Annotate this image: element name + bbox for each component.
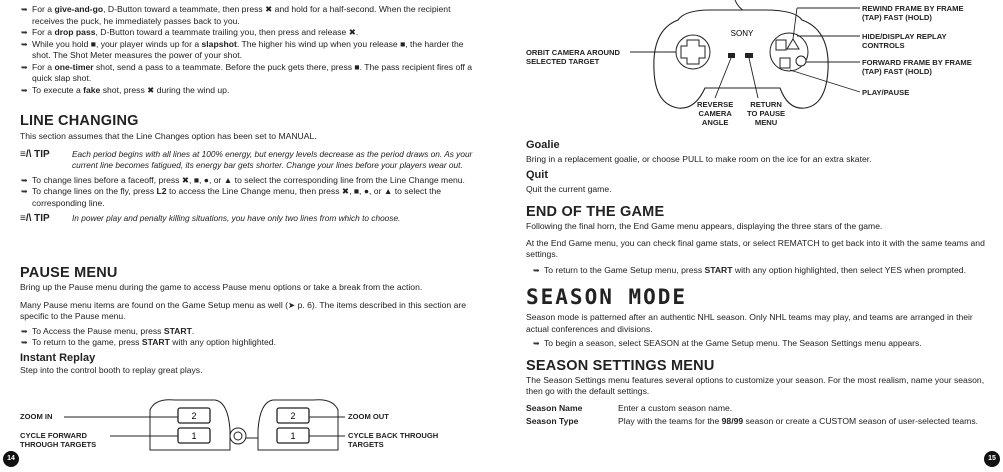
paragraph: Many Pause menu items are found on the Game Setup menu as well (➤ p. 6). The items described in this section are specific to the Pause menu. [20, 299, 467, 321]
rewind-label: REWIND FRAME BY FRAME (TAP) FAST (HOLD) [862, 4, 964, 22]
zoom-in-label: ZOOM IN [20, 412, 53, 421]
settings-row [526, 416, 996, 428]
season-mode-heading: SEASON MODE [526, 285, 688, 309]
reverse-camera-label: REVERSE CAMERA ANGLE [697, 100, 734, 127]
tip-box [20, 149, 480, 171]
section-heading: LINE CHANGING [20, 113, 139, 129]
r1-button-label: 1 [290, 431, 296, 441]
subsection-heading: Instant Replay [20, 351, 96, 364]
cycle-back-label: CYCLE BACK THROUGH TARGETS [348, 431, 439, 449]
section-heading: END OF THE GAME [526, 204, 665, 220]
shoulder-buttons-illustration [0, 390, 490, 460]
settings-row [526, 403, 996, 415]
list-item: ➥ While you hold ■, your player winds up for a slapshot. The higher his wind up when you release ■, the harder the shot. The Shot Meter measures the power of your shot. [14, 39, 484, 62]
list-item: ➥ To return to the game, press START with any option highlighted. [14, 337, 480, 349]
list-item: ➥ For a give-and-go, D-Button toward a teammate, then press ✖ and hold for a half-second. When the recipient receives the puck, he immediately passes back to you. [14, 4, 484, 27]
setting-name: Season Name [526, 402, 583, 413]
orbit-camera-label: ORBIT CAMERA AROUND SELECTED TARGET [526, 48, 620, 66]
l2-button-label: 2 [191, 411, 197, 421]
intro-bullets [14, 4, 484, 96]
tip-label: ≡/\ TIP [20, 148, 50, 160]
page-number: 14 [3, 451, 19, 467]
play-pause-label: PLAY/PAUSE [862, 88, 910, 97]
paragraph: Season mode is patterned after an authentic NHL season. Only NHL teams may play, and teams are arranged in their actual conferences and divisions. [526, 312, 973, 334]
setting-name: Season Type [526, 416, 579, 426]
pause-menu-section [20, 265, 480, 376]
right-page [510, 0, 1003, 472]
hide-controls-label: HIDE/DISPLAY REPLAY CONTROLS [862, 32, 947, 50]
section-heading: PAUSE MENU [20, 265, 118, 281]
paragraph: Step into the control booth to replay great plays. [20, 364, 203, 375]
paragraph: Quit the current game. [526, 183, 612, 194]
tip-text: Each period begins with all lines at 100% energy, but energy levels decrease as the period draws on. As your current line becomes fatigued, its energy bar gets shorter. Change your lines before your players wear out. [72, 148, 473, 170]
paragraph: Bring in a replacement goalie, or choose PULL to make room on the ice for an extra skater. [526, 154, 872, 164]
square-button [776, 40, 786, 50]
list-item: ➥ For a one-timer shot, send a pass to a teammate. Before the puck gets there, press ■. The pass recipient fires off a quick slap shot. [14, 62, 484, 85]
left-page [0, 0, 490, 472]
tip-label: ≡/\ TIP [20, 213, 50, 224]
subsection-heading: Quit [526, 168, 548, 181]
subsection-heading: Goalie [526, 139, 560, 151]
list-item: ➥ To begin a season, select SEASON at the Game Setup menu. The Season Settings menu appears. [526, 338, 996, 350]
forward-label: FORWARD FRAME BY FRAME (TAP) FAST (HOLD) [862, 58, 972, 76]
setting-desc: Enter a custom season name. [618, 402, 733, 413]
paragraph: At the End Game menu, you can check final game stats, or select REMATCH to get back into it with the same teams and settings. [526, 237, 985, 259]
paragraph: Following the final horn, the End Game menu appears, displaying the three stars of the game. [526, 221, 883, 231]
l1-button-label: 1 [191, 431, 197, 441]
sony-logo: SONY [730, 29, 754, 38]
list-item: ➥ To change lines on the fly, press L2 to access the Line Change menu, then press ✖, ■, ●, or ▲ to select the corresponding line. [14, 186, 480, 209]
tip-box [20, 213, 480, 224]
zoom-out-label: ZOOM OUT [348, 412, 389, 421]
list-item: ➥ To execute a fake shot, press ✖ during the wind up. [14, 85, 484, 97]
paragraph: Bring up the Pause menu during the game to access Pause menu options or take a break from the action. [20, 282, 423, 292]
setting-desc: Play with the teams for the 98/99 season or create a CUSTOM season of user-selected teams. [618, 416, 979, 426]
section-heading: SEASON SETTINGS MENU [526, 357, 715, 374]
r2-button-label: 2 [290, 411, 296, 421]
list-item: ➥ To Access the Pause menu, press START. [14, 326, 480, 338]
paragraph: This section assumes that the Line Changes option has been set to MANUAL. [20, 131, 317, 141]
list-item: ➥ For a drop pass, D-Button toward a teammate trailing you, then press and release ✖. [14, 27, 484, 39]
paragraph: The Season Settings menu features several options to customize your season. For the most realism, name your season, then go with the default settings. [526, 374, 985, 396]
list-item: ➥ To change lines before a faceoff, press ✖, ■, ●, or ▲ to select the corresponding line from the Line Change menu. [14, 175, 480, 187]
right-content [526, 139, 996, 428]
line-changing-section [20, 113, 480, 224]
page-number: 15 [984, 451, 1000, 467]
list-item: ➥ To return to the Game Setup menu, press START with any option highlighted, then select YES when prompted. [526, 265, 996, 277]
cycle-forward-label: CYCLE FORWARD THROUGH TARGETS [20, 431, 97, 449]
return-pause-label: RETURN TO PAUSE MENU [747, 100, 786, 127]
tip-text: In power play and penalty killing situations, you have only two lines from which to choose. [72, 213, 401, 223]
